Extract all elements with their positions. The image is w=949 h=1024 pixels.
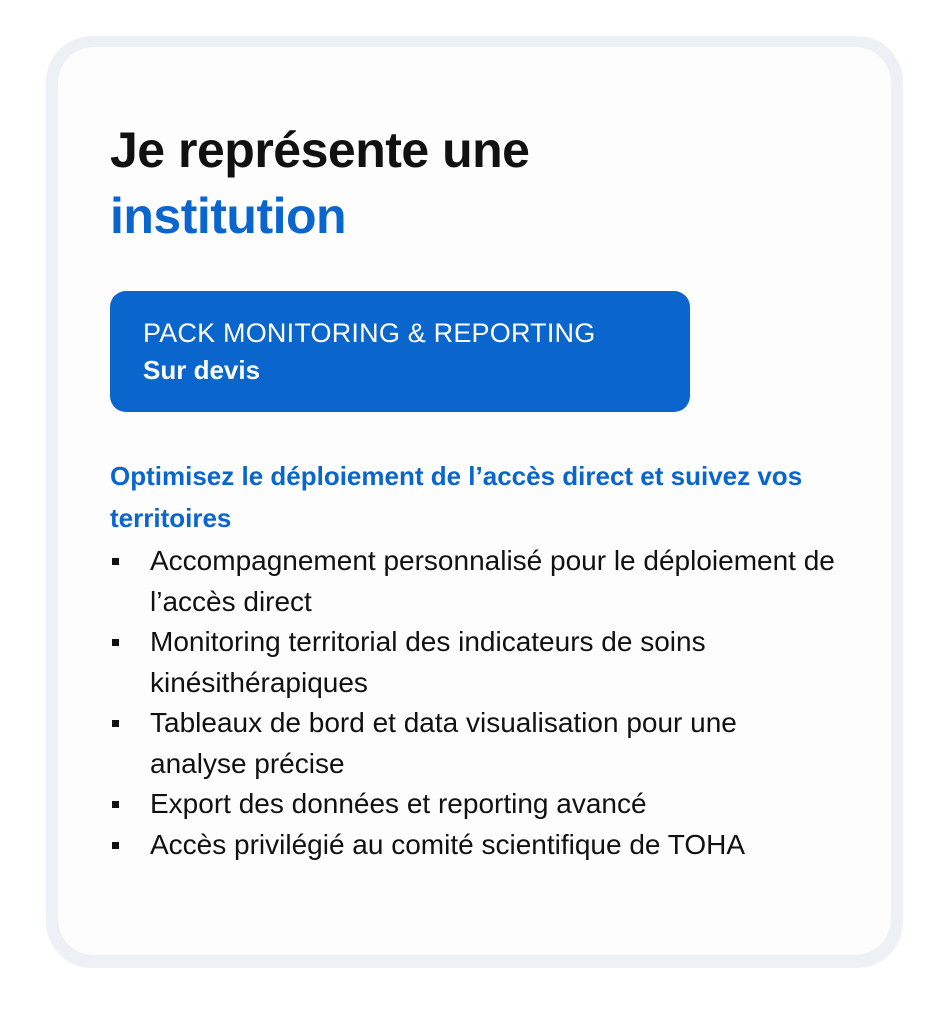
card-subtitle: Optimisez le déploiement de l’accès direct et suivez vos territoires: [110, 461, 803, 533]
feature-item: [110, 825, 840, 866]
feature-text: Export des données et reporting avancé: [150, 788, 647, 819]
feature-list: [110, 541, 840, 865]
pack-price: Sur devis: [143, 355, 261, 385]
feature-item: [110, 622, 840, 703]
pack-name: PACK MONITORING & REPORTING: [143, 318, 596, 348]
title-highlight: institution: [110, 188, 347, 244]
feature-text: Accompagnement personnalisé pour le déploiement de l’accès direct: [150, 545, 835, 617]
pack-badge[interactable]: [110, 291, 690, 412]
square-bullet-icon: [112, 558, 119, 565]
pricing-card: [58, 47, 891, 955]
feature-text: Monitoring territorial des indicateurs de soins kinésithérapiques: [150, 626, 706, 698]
feature-item: [110, 703, 840, 784]
title-line-1: Je représente une: [110, 122, 530, 178]
card-title: [110, 117, 529, 249]
square-bullet-icon: [112, 842, 119, 849]
feature-text: Tableaux de bord et data visualisation pour une analyse précise: [150, 707, 737, 779]
square-bullet-icon: [112, 720, 119, 727]
feature-item: [110, 541, 840, 622]
feature-item: [110, 784, 840, 825]
feature-text: Accès privilégié au comité scientifique de TOHA: [150, 828, 746, 860]
square-bullet-icon: [112, 801, 119, 808]
square-bullet-icon: [112, 639, 119, 646]
